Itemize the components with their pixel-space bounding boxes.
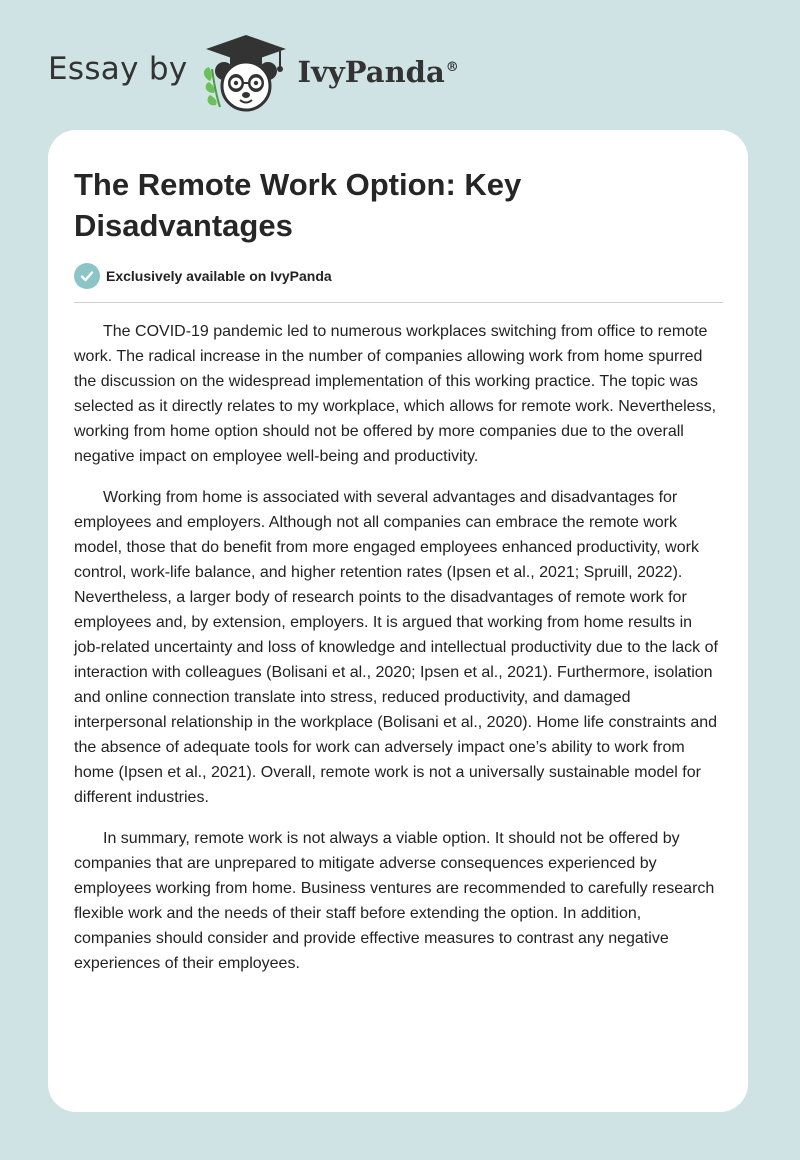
exclusive-badge xyxy=(74,263,332,289)
brand-name-text: IvyPanda xyxy=(297,55,445,89)
site-header xyxy=(48,28,459,118)
panda-graduate-logo-icon xyxy=(200,31,292,113)
essay-by-label: Essay by xyxy=(48,51,188,87)
check-icon xyxy=(74,263,100,289)
paragraph: The COVID-19 pandemic led to numerous workplaces switching from office to remote work. The radical increase in the number of companies allowing work from home spurred the discussion on the widespread implementation of this working practice. The topic was selected as it directly relates to my workplace, which allows for remote work. Nevertheless, working from home option should not be offered by more companies due to the overall negative impact on employee well-being and productivity. xyxy=(74,323,717,465)
paragraph: Working from home is associated with several advantages and disadvantages for employees and employers. Although not all companies can embrace the remote work model, those that do benefit from more engaged employees enhanced productivity, work control, work-life balance, and higher retention rates (Ipsen et al., 2021; Spruill, 2022). Nevertheless, a larger body of research points to the disadvantages of remote work for employees and, by extension, employers. It is argued that working from home results in job-related uncertainty and loss of knowledge and intellectual productivity due to the lack of interaction with colleagues (Bolisani et al., 2020; Ipsen et al., 2021). Furthermore, isolation and online connection translate into stress, reduced productivity, and damaged interpersonal relationship in the workplace (Bolisani et al., 2020). Home life constraints and the absence of adequate tools for work can adversely impact one’s ability to work from home (Ipsen et al., 2021). Overall, remote work is not a universally sustainable model for different industries. xyxy=(74,489,718,806)
badge-label: Exclusively available on IvyPanda xyxy=(106,268,332,284)
essay-body xyxy=(74,319,722,992)
registered-mark: ® xyxy=(445,60,459,76)
page-title: The Remote Work Option: Key Disadvantages xyxy=(74,167,522,243)
essay-card xyxy=(48,130,748,1112)
paragraph: In summary, remote work is not always a viable option. It should not be offered by companies that are unprepared to mitigate adverse consequences experienced by employees working from home. Business ventures are recommended to carefully research flexible work and the needs of their staff before extending the option. In addition, companies should consider and provide effective measures to contrast any negative experiences of their employees. xyxy=(74,830,715,972)
divider xyxy=(74,302,723,303)
check-mark-glyph xyxy=(80,269,94,283)
brand-name[interactable] xyxy=(298,55,459,89)
